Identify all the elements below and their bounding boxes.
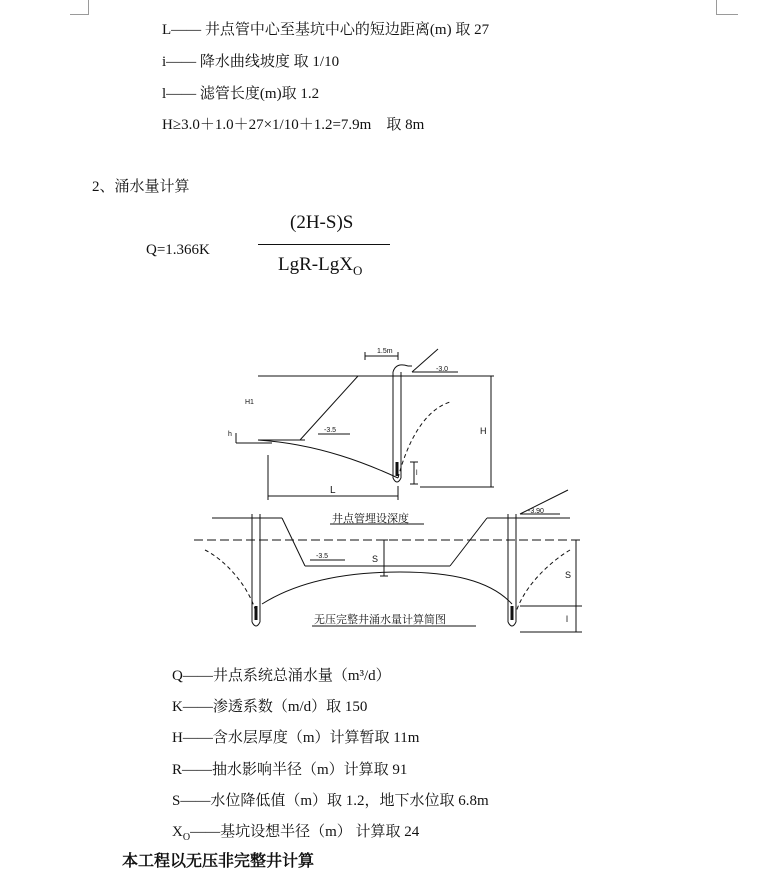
diagram1-caption: 井点管埋设深度 [332, 513, 409, 525]
formula-denominator: LgR-LgX$_O$ [278, 254, 363, 278]
h-calculation: H≥3.0＋1.0＋27×1/10＋1.2=7.9m 取 8m [162, 117, 425, 133]
formula-numerator: (2H-S)S [290, 212, 354, 233]
definition-K: K——渗透系数（m/d）取 150 [172, 699, 368, 715]
label-level-mid: -3.5 [316, 553, 329, 560]
label-level-mid: -3.5 [324, 427, 337, 434]
definition-Xo: $X_O——$基坑设想半径（m） 计算取 24 [172, 824, 420, 843]
section-heading: 2、涌水量计算 [92, 179, 190, 195]
label-l-right: l [566, 614, 568, 624]
label-s-mid: S [372, 554, 379, 564]
label-top-width: 1.5m [377, 348, 393, 355]
definition-Q: Q——井点系统总涌水量（m³/d） [172, 668, 391, 684]
definition-S: S——水位降低值（m）取 1.2，地下水位取 6.8m [172, 793, 489, 809]
definition-H: H——含水层厚度（m）计算暂取 11m [172, 730, 420, 746]
label-level-top: -3.0 [436, 366, 449, 373]
definition-R: R——抽水影响半径（m）计算取 91 [172, 762, 408, 778]
definition-l: l—— 滤管长度(m)取 1.2 [162, 86, 320, 102]
definition-L: L—— 井点管中心至基坑中心的短边距离(m) 取 27 [162, 22, 490, 38]
label-H: H [480, 426, 487, 436]
label-h1: H1 [245, 399, 254, 406]
definition-i: i—— 降水曲线坡度 取 1/10 [162, 54, 340, 70]
label-level-right: -3.90 [528, 508, 544, 515]
label-s-right: S [565, 570, 572, 580]
label-L: L [330, 485, 336, 496]
formula-lhs: Q=1.366K [146, 242, 210, 258]
conclusion-heading: 本工程以无压非完整井计算 [122, 853, 315, 870]
label-l-small: l [416, 470, 418, 477]
diagram2-caption: 无压完整井涌水量计算简图 [314, 614, 446, 626]
label-h-small: h [228, 431, 232, 438]
